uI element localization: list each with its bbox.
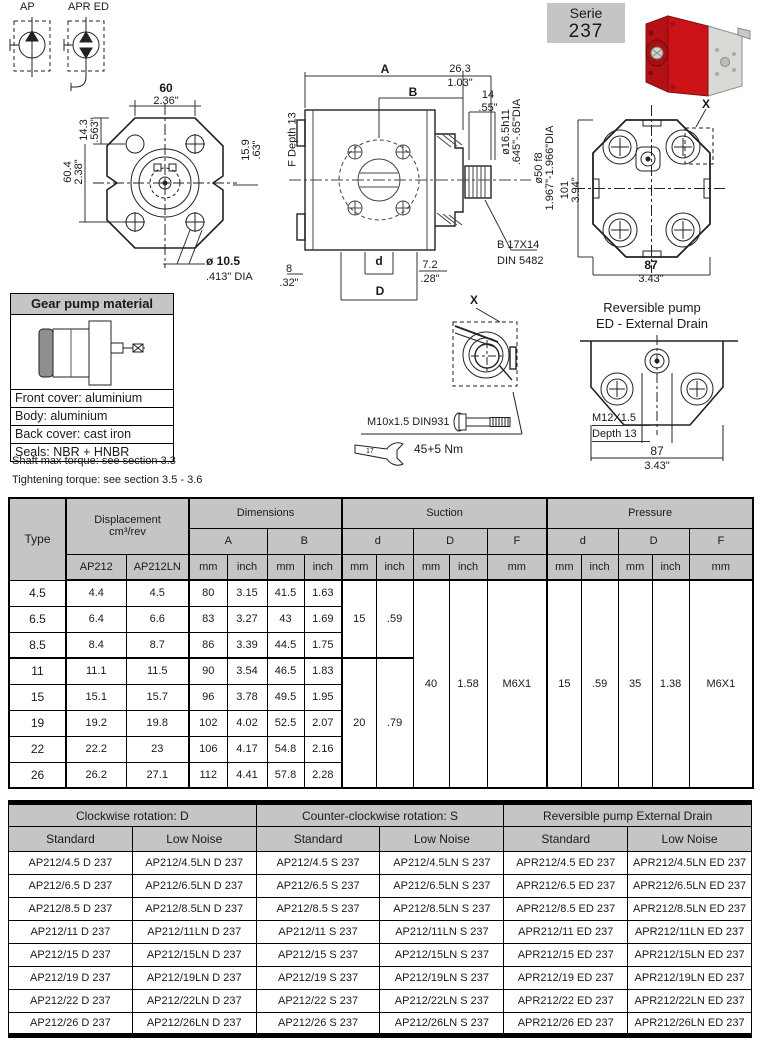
front-width-in-label: 2.36" bbox=[153, 95, 179, 107]
cell: M6X1 bbox=[487, 580, 547, 788]
cell: 1.58 bbox=[449, 580, 487, 788]
cell: AP212/26 D 237 bbox=[9, 1013, 133, 1036]
unit: mm bbox=[689, 554, 753, 580]
cell: APR212/15LN ED 237 bbox=[628, 944, 752, 967]
cell: 8.4 bbox=[66, 632, 126, 658]
cell: 11.5 bbox=[126, 658, 189, 684]
front-depth-mm: 15.9 bbox=[240, 139, 252, 161]
order-row bbox=[9, 898, 752, 921]
col-ap212ln: AP212LN bbox=[126, 554, 189, 580]
order-row bbox=[9, 852, 752, 875]
ap-symbol-label: AP bbox=[20, 1, 35, 13]
len-mm-label: 26.3 bbox=[449, 63, 471, 75]
cell: 20 bbox=[342, 658, 376, 788]
edge-in-label: .32" bbox=[279, 277, 299, 289]
cell: .79 bbox=[376, 658, 413, 788]
sub-standard: Standard bbox=[504, 827, 628, 852]
unit: inch bbox=[652, 554, 689, 580]
apr-ed-symbol-label: APR ED bbox=[68, 1, 109, 13]
cell: AP212/6.5LN S 237 bbox=[380, 875, 504, 898]
cell: 54.8 bbox=[267, 736, 304, 762]
material-seals: Seals: NBR + HNBR bbox=[11, 443, 173, 461]
dim-b-label: B bbox=[408, 85, 418, 99]
cell: AP212/22LN D 237 bbox=[132, 990, 256, 1013]
cell: 96 bbox=[189, 684, 227, 710]
cell: AP212/8.5 D 237 bbox=[9, 898, 133, 921]
cell: 15 bbox=[547, 580, 581, 788]
col-suction-f: F bbox=[487, 528, 547, 554]
cell: 11 bbox=[9, 658, 66, 684]
cell: 43 bbox=[267, 606, 304, 632]
cell: 6.6 bbox=[126, 606, 189, 632]
cell: 26 bbox=[9, 762, 66, 788]
len-in-label: 1.03" bbox=[447, 77, 473, 89]
spec-table bbox=[8, 497, 754, 789]
cell: AP212/15 D 237 bbox=[9, 944, 133, 967]
edge-mm-label: 8 bbox=[285, 263, 293, 275]
hub-dia-mm: ø50 f8 bbox=[533, 152, 545, 184]
rear-height-label bbox=[560, 167, 582, 213]
port-in-label: .28" bbox=[420, 273, 440, 285]
cell: APR212/8.5 ED 237 bbox=[504, 898, 628, 921]
col-pressure-f: F bbox=[689, 528, 753, 554]
unit: mm bbox=[413, 554, 449, 580]
wrench-icon bbox=[353, 436, 417, 466]
cell: APR212/22 ED 237 bbox=[504, 990, 628, 1013]
unit: mm bbox=[547, 554, 581, 580]
material-box-drawing bbox=[11, 315, 173, 389]
cell: 19 bbox=[9, 710, 66, 736]
hub-dia-in: 1.967"-1.966"DIA bbox=[544, 125, 556, 211]
unit: inch bbox=[581, 554, 618, 580]
cell: 1.83 bbox=[304, 658, 342, 684]
cell: 19.2 bbox=[66, 710, 126, 736]
cell: AP212/19LN S 237 bbox=[380, 967, 504, 990]
dim-d-label: d bbox=[375, 254, 383, 268]
sub-standard: Standard bbox=[9, 827, 133, 852]
serie-label: Serie bbox=[569, 5, 603, 21]
cell: APR212/26 ED 237 bbox=[504, 1013, 628, 1036]
reversible-title-line2: ED - External Drain bbox=[596, 316, 708, 331]
cell: APR212/26LN ED 237 bbox=[628, 1013, 752, 1036]
cell: APR212/4.5 ED 237 bbox=[504, 852, 628, 875]
cell: 40 bbox=[413, 580, 449, 788]
unit: inch bbox=[449, 554, 487, 580]
front-height-in: 2.38" bbox=[73, 159, 85, 185]
cell: 26.2 bbox=[66, 762, 126, 788]
cell: AP212/26LN S 237 bbox=[380, 1013, 504, 1036]
order-row bbox=[9, 921, 752, 944]
cell: 2.16 bbox=[304, 736, 342, 762]
unit: inch bbox=[376, 554, 413, 580]
shaft-torque-note: Shaft max torque: see section 3.3 bbox=[12, 455, 176, 467]
group-clockwise: Clockwise rotation: D bbox=[9, 803, 257, 827]
cell: 4.02 bbox=[227, 710, 267, 736]
order-row bbox=[9, 875, 752, 898]
cell: 19.8 bbox=[126, 710, 189, 736]
unit: mm bbox=[267, 554, 304, 580]
cell: 3.78 bbox=[227, 684, 267, 710]
cell: 4.5 bbox=[9, 580, 66, 606]
cell: 49.5 bbox=[267, 684, 304, 710]
unit: inch bbox=[304, 554, 342, 580]
serie-badge bbox=[547, 3, 625, 43]
front-depth-label bbox=[241, 130, 263, 170]
cell: AP212/6.5LN D 237 bbox=[132, 875, 256, 898]
pump-section-icon bbox=[21, 317, 161, 387]
front-depth-in: .63" bbox=[251, 140, 263, 160]
group-counter-clockwise: Counter-clockwise rotation: S bbox=[256, 803, 504, 827]
cell: 52.5 bbox=[267, 710, 304, 736]
cell: APR212/6.5 ED 237 bbox=[504, 875, 628, 898]
shaft-len-in-label: .55" bbox=[478, 102, 498, 114]
col-dimensions: Dimensions bbox=[189, 498, 342, 528]
rear-detail-x-label: X bbox=[702, 97, 711, 111]
unit: inch bbox=[227, 554, 267, 580]
cell: 8.7 bbox=[126, 632, 189, 658]
cell: AP212/11LN S 237 bbox=[380, 921, 504, 944]
order-table bbox=[8, 800, 752, 1038]
front-height-label bbox=[63, 149, 85, 195]
col-ap212: AP212 bbox=[66, 554, 126, 580]
cell: 15.7 bbox=[126, 684, 189, 710]
cell: AP212/8.5LN D 237 bbox=[132, 898, 256, 921]
col-a: A bbox=[189, 528, 267, 554]
unit: mm bbox=[618, 554, 652, 580]
f-depth-label: F Depth 13 bbox=[286, 112, 299, 167]
tightening-torque-note: Tightening torque: see section 3.5 - 3.6 bbox=[12, 474, 203, 486]
cell: AP212/4.5 D 237 bbox=[9, 852, 133, 875]
spline-spec-line2: DIN 5482 bbox=[497, 255, 544, 267]
bolt-spec-label: M10x1.5 DIN931 bbox=[367, 416, 450, 428]
cell: AP212/8.5 S 237 bbox=[256, 898, 380, 921]
cell: 15 bbox=[9, 684, 66, 710]
col-suction: Suction bbox=[342, 498, 547, 528]
cell: 112 bbox=[189, 762, 227, 788]
shaft-dia-mm: ø16.5h11 bbox=[500, 109, 512, 155]
front-offset-mm: 14.3 bbox=[78, 119, 90, 141]
cell: AP212/4.5LN S 237 bbox=[380, 852, 504, 875]
spec-row bbox=[9, 580, 753, 606]
cell: 3.39 bbox=[227, 632, 267, 658]
cell: AP212/11LN D 237 bbox=[132, 921, 256, 944]
cell: 46.5 bbox=[267, 658, 304, 684]
cell: 27.1 bbox=[126, 762, 189, 788]
cell: 22 bbox=[9, 736, 66, 762]
unit: mm bbox=[189, 554, 227, 580]
cell: 2.28 bbox=[304, 762, 342, 788]
shaft-dia-in: .645"-.65"DIA bbox=[511, 98, 523, 166]
cell: 106 bbox=[189, 736, 227, 762]
order-row bbox=[9, 967, 752, 990]
sub-low-noise: Low Noise bbox=[132, 827, 256, 852]
sub-standard: Standard bbox=[256, 827, 380, 852]
cell: 22.2 bbox=[66, 736, 126, 762]
pump-photo bbox=[638, 4, 756, 100]
col-pressure: Pressure bbox=[547, 498, 753, 528]
cell: AP212/8.5LN S 237 bbox=[380, 898, 504, 921]
front-width-mm-label: 60 bbox=[159, 81, 173, 95]
cell: AP212/26LN D 237 bbox=[132, 1013, 256, 1036]
cell: AP212/19 D 237 bbox=[9, 967, 133, 990]
unit: mm bbox=[487, 554, 547, 580]
cell: 1.75 bbox=[304, 632, 342, 658]
cell: 15.1 bbox=[66, 684, 126, 710]
cell: AP212/4.5LN D 237 bbox=[132, 852, 256, 875]
cell: AP212/11 S 237 bbox=[256, 921, 380, 944]
cell: AP212/6.5 D 237 bbox=[9, 875, 133, 898]
cell: 11.1 bbox=[66, 658, 126, 684]
shaft-dia-label bbox=[501, 86, 523, 178]
order-row bbox=[9, 1013, 752, 1036]
cell: AP212/22 D 237 bbox=[9, 990, 133, 1013]
cell: APR212/19LN ED 237 bbox=[628, 967, 752, 990]
cell: 83 bbox=[189, 606, 227, 632]
cell: AP212/15LN D 237 bbox=[132, 944, 256, 967]
cell: APR212/22LN ED 237 bbox=[628, 990, 752, 1013]
cell: AP212/26 S 237 bbox=[256, 1013, 380, 1036]
cell: 1.38 bbox=[652, 580, 689, 788]
material-front-cover: Front cover: aluminium bbox=[11, 389, 173, 407]
cell: 1.69 bbox=[304, 606, 342, 632]
reversible-title-line1: Reversible pump bbox=[603, 300, 701, 315]
cell: 4.4 bbox=[66, 580, 126, 606]
cell: 41.5 bbox=[267, 580, 304, 606]
cell: AP212/19 S 237 bbox=[256, 967, 380, 990]
x-detail-diagram bbox=[450, 292, 540, 402]
cell: 80 bbox=[189, 580, 227, 606]
reversible-thread-label: M12X1.5 bbox=[592, 413, 650, 426]
cell: .59 bbox=[581, 580, 618, 788]
front-offset-in: .563" bbox=[89, 117, 101, 143]
cell: 4.17 bbox=[227, 736, 267, 762]
cell: 1.95 bbox=[304, 684, 342, 710]
cell: APR212/15 ED 237 bbox=[504, 944, 628, 967]
reversible-width-in-label: 3.43" bbox=[644, 460, 670, 472]
cell: AP212/6.5 S 237 bbox=[256, 875, 380, 898]
col-type: Type bbox=[9, 498, 66, 580]
port-mm-label: 7.2 bbox=[422, 259, 438, 271]
bolt-icon bbox=[452, 411, 514, 433]
cell: APR212/4.5LN ED 237 bbox=[628, 852, 752, 875]
spline-spec-line1: B 17X14 bbox=[497, 239, 540, 251]
cell: 35 bbox=[618, 580, 652, 788]
cell: 6.4 bbox=[66, 606, 126, 632]
cell: 4.41 bbox=[227, 762, 267, 788]
reversible-depth-label: Depth 13 bbox=[592, 429, 650, 442]
cell: 3.15 bbox=[227, 580, 267, 606]
dim-big-d-label: D bbox=[375, 284, 385, 298]
cell: 15 bbox=[342, 580, 376, 658]
cell: 8.5 bbox=[9, 632, 66, 658]
cell: 4.5 bbox=[126, 580, 189, 606]
cell: 3.27 bbox=[227, 606, 267, 632]
cell: APR212/11 ED 237 bbox=[504, 921, 628, 944]
sub-low-noise: Low Noise bbox=[380, 827, 504, 852]
col-displacement bbox=[66, 498, 189, 554]
cell: AP212/11 D 237 bbox=[9, 921, 133, 944]
front-height-mm: 60.4 bbox=[62, 161, 74, 183]
rear-height-in: 3.94" bbox=[570, 177, 582, 203]
cell: 90 bbox=[189, 658, 227, 684]
front-hole-mm-label: ø 10.5 bbox=[206, 254, 241, 268]
front-offset-label bbox=[79, 107, 101, 153]
shaft-len-mm-label: 14 bbox=[481, 89, 495, 101]
cell: 102 bbox=[189, 710, 227, 736]
cell: 6.5 bbox=[9, 606, 66, 632]
displacement-line2: cm³/rev bbox=[109, 526, 146, 539]
unit: mm bbox=[342, 554, 376, 580]
cell: 2.07 bbox=[304, 710, 342, 736]
cell: AP212/15 S 237 bbox=[256, 944, 380, 967]
cell: 1.63 bbox=[304, 580, 342, 606]
order-row bbox=[9, 990, 752, 1013]
col-b: B bbox=[267, 528, 342, 554]
cell: M6X1 bbox=[689, 580, 753, 788]
col-suction-d: d bbox=[342, 528, 413, 554]
material-box bbox=[10, 293, 174, 462]
cell: 3.54 bbox=[227, 658, 267, 684]
wrench-size-label: 17 bbox=[366, 448, 374, 455]
col-pressure-d: d bbox=[547, 528, 618, 554]
cell: APR212/6.5LN ED 237 bbox=[628, 875, 752, 898]
displacement-line1: Displacement bbox=[94, 514, 161, 527]
material-back-cover: Back cover: cast iron bbox=[11, 425, 173, 443]
order-row bbox=[9, 944, 752, 967]
cell: AP212/15LN S 237 bbox=[380, 944, 504, 967]
cell: 57.8 bbox=[267, 762, 304, 788]
cell: APR212/8.5LN ED 237 bbox=[628, 898, 752, 921]
detail-x-label: X bbox=[470, 293, 479, 307]
hub-dia-label bbox=[534, 112, 556, 224]
front-hole-in-label: .413" DIA bbox=[206, 271, 253, 283]
cell: .59 bbox=[376, 580, 413, 658]
group-reversible: Reversible pump External Drain bbox=[504, 803, 752, 827]
dim-a-label: A bbox=[380, 62, 390, 76]
serie-number: 237 bbox=[568, 21, 604, 42]
cell: 23 bbox=[126, 736, 189, 762]
col-pressure-dd: D bbox=[618, 528, 689, 554]
cell: 86 bbox=[189, 632, 227, 658]
col-suction-dd: D bbox=[413, 528, 487, 554]
cell: AP212/22LN S 237 bbox=[380, 990, 504, 1013]
sub-low-noise: Low Noise bbox=[628, 827, 752, 852]
cell: 44.5 bbox=[267, 632, 304, 658]
cell: AP212/19LN D 237 bbox=[132, 967, 256, 990]
cell: AP212/4.5 S 237 bbox=[256, 852, 380, 875]
ap-hydraulic-symbol-icon bbox=[8, 15, 56, 81]
rear-width-in-label: 3.43" bbox=[638, 273, 664, 285]
cell: APR212/11LN ED 237 bbox=[628, 921, 752, 944]
cell: AP212/22 S 237 bbox=[256, 990, 380, 1013]
material-box-title: Gear pump material bbox=[11, 294, 173, 315]
cell: APR212/19 ED 237 bbox=[504, 967, 628, 990]
reversible-width-mm-label: 87 bbox=[650, 444, 664, 458]
rear-width-mm-label: 87 bbox=[644, 258, 658, 272]
torque-label: 45+5 Nm bbox=[414, 442, 464, 456]
rear-height-mm: 101 bbox=[559, 180, 571, 200]
material-body: Body: aluminium bbox=[11, 407, 173, 425]
